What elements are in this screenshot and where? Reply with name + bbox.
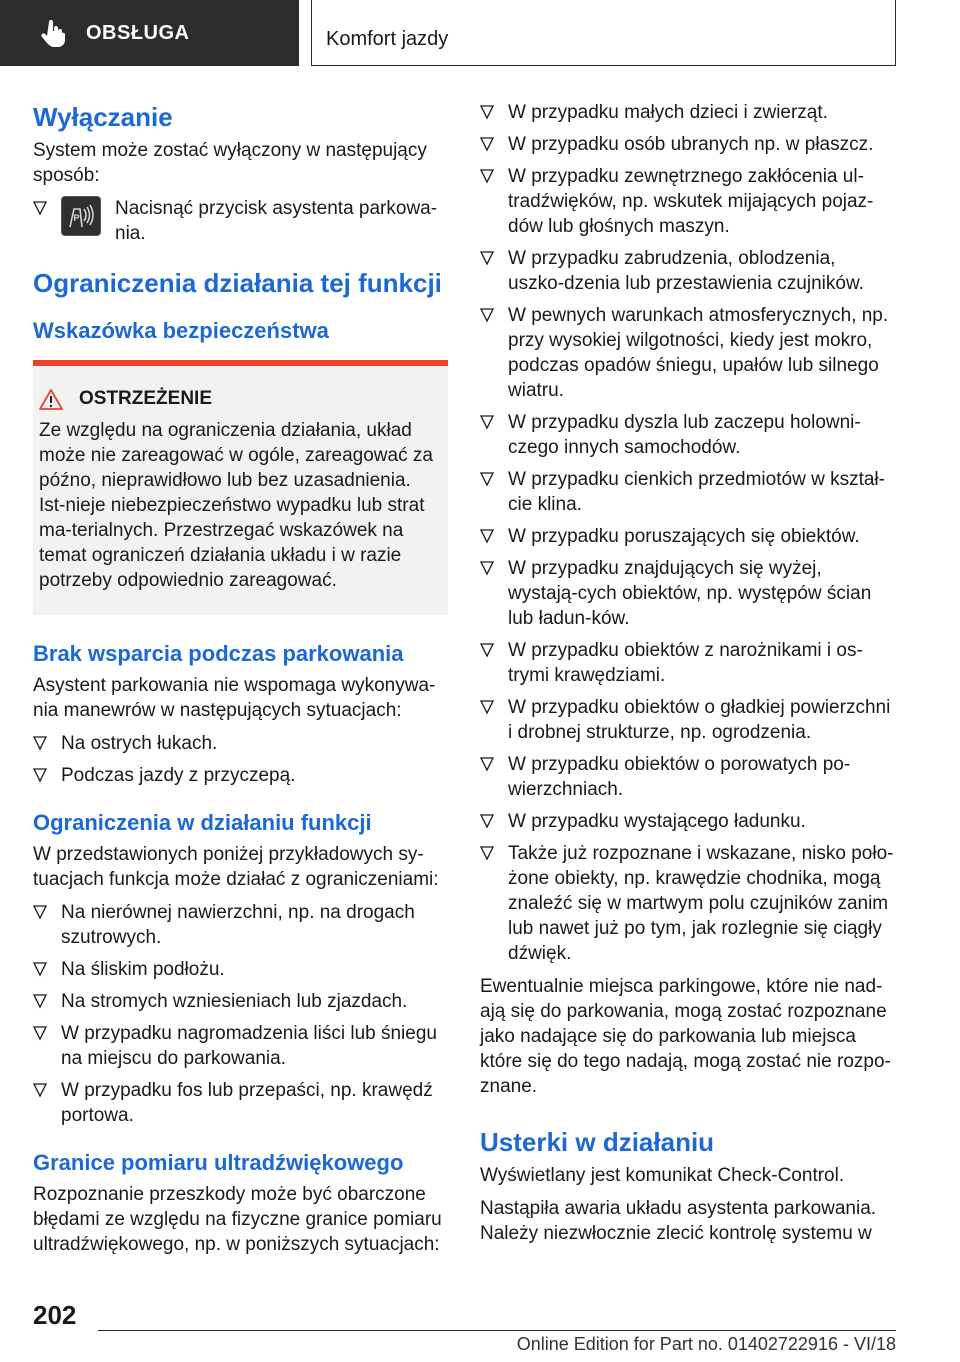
- triangle-bullet-icon: [33, 1082, 47, 1098]
- list-item: W przypadku cienkich przedmiotów w kształ-cie klina.: [480, 467, 896, 517]
- function-limits-list: [33, 900, 448, 1128]
- list-item: Także już rozpoznane i wskazane, nisko poło-żone obiekty, np. krawędzie chodnika, mogą znaleźć się w martwym polu czujników zanim lub nawet już po tym, jak rozlegnie się ciągły dźwięk.: [480, 841, 896, 966]
- no-support-list: [33, 731, 448, 788]
- triangle-bullet-icon: [33, 735, 47, 751]
- faults-text-2: Nastąpiła awaria układu asystenta parkowania. Należy niezwłocznie zlecić kontrolę systemu w: [480, 1198, 877, 1244]
- list-item: W przypadku osób ubranych np. w płaszcz.: [480, 132, 896, 157]
- list-item: Podczas jazdy z przyczepą.: [33, 763, 448, 788]
- faults-text-1: Wyświetlany jest komunikat Check-Control.: [480, 1165, 845, 1186]
- parking-spaces-text: Ewentualnie miejsca parkingowe, które nie nad-ają się do parkowania, mogą zostać rozpoznane jako nadające się do parkowania lub miejsca które się do tego nadają, mogą zostać nie rozpo-znane.: [480, 976, 891, 1097]
- triangle-bullet-icon: [33, 993, 47, 1009]
- list-item: W pewnych warunkach atmosferycznych, np. przy wysokiej wilgotności, kiedy jest mokro, podczas opadów śniegu, upałów lub silnego wiatru.: [480, 303, 896, 403]
- triangle-bullet-icon: [480, 414, 494, 430]
- section-tab: [0, 0, 299, 66]
- footer-divider: [98, 1330, 896, 1331]
- ultrasonic-text: Rozpoznanie przeszkody może być obarczone błędami ze względu na fizyczne granice pomiaru ultradźwiękowego, np. w poniższych sytuacjach:: [33, 1184, 442, 1255]
- list-item: Na ostrych łukach.: [33, 731, 448, 756]
- heading-ultrasonic: Granice pomiaru ultradźwiękowego: [33, 1150, 404, 1175]
- triangle-bullet-icon: [33, 961, 47, 977]
- list-item: Na śliskim podłożu.: [33, 957, 448, 982]
- switch-off-text: System może zostać wyłączony w następujący sposób:: [33, 140, 427, 186]
- list-item: W przypadku wystającego ładunku.: [480, 809, 896, 834]
- warning-title: OSTRZEŻENIE: [79, 388, 213, 409]
- triangle-bullet-icon: [33, 767, 47, 783]
- heading-switch-off: Wyłączanie: [33, 102, 173, 132]
- function-limits-text: W przedstawionych poniżej przykładowych sy-tuacjach funkcja może działać z ograniczeniami:: [33, 844, 439, 890]
- list-item: W przypadku nagromadzenia liści lub śniegu na miejscu do parkowania.: [33, 1021, 448, 1071]
- page-number: 202: [33, 1300, 77, 1330]
- list-item: W przypadku małych dzieci i zwierząt.: [480, 100, 896, 125]
- triangle-bullet-icon: [33, 200, 47, 216]
- list-item: W przypadku zabrudzenia, oblodzenia, uszko-dzenia lub przestawienia czujników.: [480, 246, 896, 296]
- no-support-text: Asystent parkowania nie wspomaga wykonywa-nia manewrów w następujących sytuacjach:: [33, 675, 436, 721]
- triangle-bullet-icon: [480, 528, 494, 544]
- list-item: Na stromych wzniesieniach lub zjazdach.: [33, 989, 448, 1014]
- section-title: OBSŁUGA: [86, 21, 190, 44]
- list-item: W przypadku zewnętrznego zakłócenia ul-tradźwięków, np. wskutek mijających pojaz-dów lub głośnych maszyn.: [480, 164, 896, 239]
- triangle-bullet-icon: [480, 307, 494, 323]
- hand-pointer-icon: [40, 19, 68, 47]
- triangle-bullet-icon: [480, 560, 494, 576]
- list-item: W przypadku fos lub przepaści, np. krawędź portowa.: [33, 1078, 448, 1128]
- edition-text: Online Edition for Part no. 01402722916 - VI/18: [516, 1334, 896, 1354]
- warning-text: Ze względu na ograniczenia działania, układ może nie zareagować w ogóle, zareagować za późno, nieprawidłowo lub bez uzasadnienia. Ist-nieje niebezpieczeństwo wypadku lub strat ma-terialnych. Przestrzegać wskazówek na temat ograniczeń działania układu i w razie potrzeby odpowiednio zareagować.: [39, 420, 433, 591]
- triangle-bullet-icon: [33, 904, 47, 920]
- heading-function-limits: Ograniczenia w działaniu funkcji: [33, 810, 372, 835]
- triangle-bullet-icon: [480, 168, 494, 184]
- warning-box: [33, 360, 448, 615]
- list-item: W przypadku obiektów o gładkiej powierzchni i drobnej strukturze, np. ogrodzenia.: [480, 695, 896, 745]
- list-item: W przypadku znajdujących się wyżej, wystają-cych obiektów, np. występów ścian lub ładun-ków.: [480, 556, 896, 631]
- list-item: W przypadku obiektów z narożnikami i os-trymi krawędziami.: [480, 638, 896, 688]
- triangle-bullet-icon: [480, 642, 494, 658]
- ultrasonic-situations-list: [480, 100, 896, 966]
- list-item: W przypadku dyszla lub zaczepu holowni-czego innych samochodów.: [480, 410, 896, 460]
- list-item: W przypadku poruszających się obiektów.: [480, 524, 896, 549]
- list-item-text: Nacisnąć przycisk asystenta parkowa-nia.: [115, 198, 438, 244]
- triangle-bullet-icon: [480, 136, 494, 152]
- heading-faults: Usterki w działaniu: [480, 1127, 715, 1157]
- triangle-bullet-icon: [480, 104, 494, 120]
- heading-safety: Wskazówka bezpieczeństwa: [33, 318, 329, 343]
- triangle-bullet-icon: [480, 250, 494, 266]
- page-header: [0, 0, 960, 66]
- list-item: W przypadku obiektów o porowatych po-wierzchniach.: [480, 752, 896, 802]
- park-assist-button-icon: [61, 196, 101, 236]
- triangle-bullet-icon: [480, 813, 494, 829]
- svg-text:P: P: [73, 213, 80, 223]
- left-column: [33, 100, 448, 1265]
- chapter-title: Komfort jazdy: [311, 0, 896, 66]
- heading-no-support: Brak wsparcia podczas parkowania: [33, 641, 404, 666]
- triangle-bullet-icon: [480, 756, 494, 772]
- triangle-bullet-icon: [480, 845, 494, 861]
- triangle-bullet-icon: [480, 471, 494, 487]
- triangle-bullet-icon: [480, 699, 494, 715]
- right-column: [480, 100, 896, 1254]
- warning-title-row: [39, 388, 440, 410]
- triangle-bullet-icon: [33, 1025, 47, 1041]
- warning-triangle-icon: [39, 388, 63, 410]
- list-item: [33, 196, 448, 246]
- heading-limits: Ograniczenia działania tej funkcji: [33, 268, 442, 298]
- list-item: Na nierównej nawierzchni, np. na drogach szutrowych.: [33, 900, 448, 950]
